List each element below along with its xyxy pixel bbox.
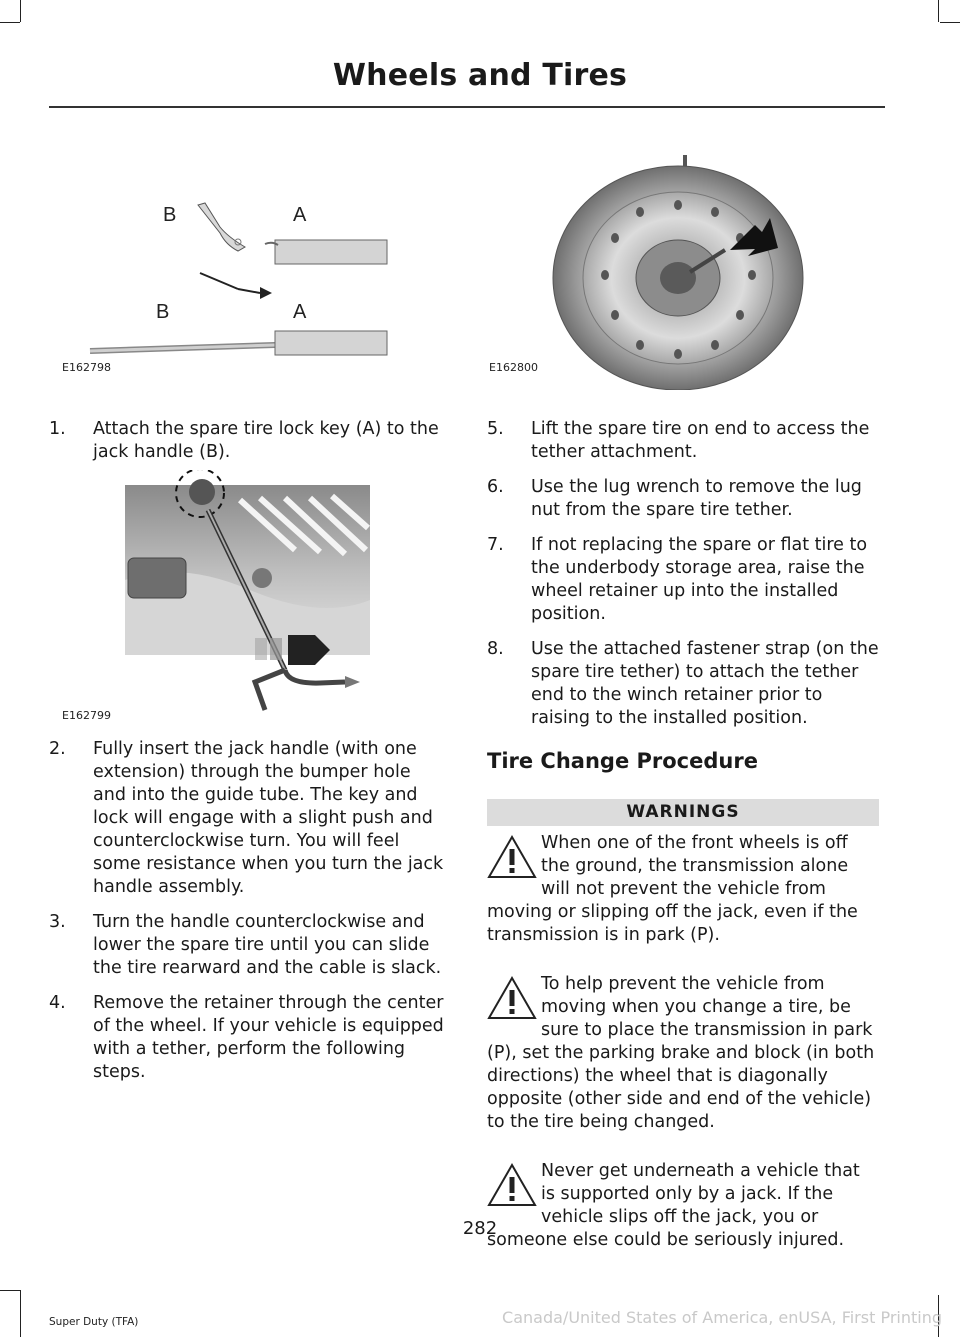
figure-spare-tire	[540, 150, 810, 390]
step-number: 3.	[49, 912, 66, 932]
figure-code: E162800	[489, 361, 538, 374]
step-text: If not replacing the spare or flat tire to the underbody storage area, raise the wheel retainer up into the installed position.	[531, 535, 868, 624]
warning-triangle-icon	[487, 834, 537, 880]
label-b-bottom: B	[156, 301, 170, 323]
warning-text: Never get underneath a vehicle that is supported only by a jack. If the vehicle slips off the jack, you or someone else could be seriously injured.	[487, 1161, 860, 1250]
page-title: Wheels and Tires	[332, 58, 628, 93]
label-a-top: A	[293, 204, 307, 226]
warning-triangle-icon	[487, 1162, 537, 1208]
step-number: 6.	[487, 477, 504, 497]
step-text: Fully insert the jack handle (with one extension) through the bumper hole and into the guide tube. The key and lock will engage with a slight push and counterclockwise turn. You will feel some resistance when you turn the jack handle assembly.	[93, 739, 444, 897]
step-number: 1.	[49, 419, 66, 439]
step-item	[487, 476, 879, 522]
step-item	[49, 992, 449, 1084]
label-a-bottom: A	[293, 301, 307, 323]
step-number: 5.	[487, 419, 504, 439]
step-item	[487, 534, 879, 626]
step-text: Remove the retainer through the center of the wheel. If your vehicle is equipped with a tether, perform the following steps.	[93, 993, 444, 1082]
figure-handle-insert	[120, 470, 380, 720]
step-item	[487, 638, 879, 730]
warning-text: To help prevent the vehicle from moving when you change a tire, be sure to place the transmission in park (P), set the parking brake and block (in both directions) the wheel that is diagonally opposite (other side and end of the vehicle) to the tire being changed.	[487, 974, 875, 1132]
figure-code: E162798	[62, 361, 111, 374]
step-text: Lift the spare tire on end to access the tether attachment.	[531, 419, 870, 462]
step-number: 8.	[487, 639, 504, 659]
left-column-steps-1	[49, 418, 449, 476]
crop-mark	[0, 22, 20, 23]
step-number: 7.	[487, 535, 504, 555]
footer-edition: Canada/United States of America, enUSA, First Printing	[502, 1308, 942, 1327]
label-b-top: B	[163, 204, 177, 226]
header-divider	[49, 106, 885, 108]
crop-mark	[0, 1290, 20, 1291]
footer-model: Super Duty (TFA)	[49, 1316, 139, 1328]
step-text: Turn the handle counterclockwise and lower the spare tire until you can slide the tire rearward and the cable is slack.	[93, 912, 442, 978]
warning-item	[487, 832, 879, 947]
section-title: Tire Change Procedure	[487, 749, 758, 773]
warning-text: When one of the front wheels is off the ground, the transmission alone will not prevent the vehicle from moving or slipping off the jack, even if the transmission is in park (P).	[487, 833, 858, 945]
right-column	[487, 418, 879, 1278]
crop-mark	[940, 22, 960, 23]
step-text: Use the attached fastener strap (on the spare tire tether) to attach the tether end to the winch retainer prior to raising to the installed position.	[531, 639, 879, 728]
warning-triangle-icon	[487, 975, 537, 1021]
step-number: 4.	[49, 993, 66, 1013]
step-item	[49, 911, 449, 980]
crop-mark	[938, 0, 939, 22]
figure-code: E162799	[62, 709, 111, 722]
left-column-steps-2	[49, 738, 449, 1096]
step-text: Use the lug wrench to remove the lug nut from the spare tire tether.	[531, 477, 862, 520]
crop-mark	[20, 1290, 21, 1337]
step-item	[487, 418, 879, 464]
page-number: 282	[462, 1218, 498, 1239]
step-text: Attach the spare tire lock key (A) to the jack handle (B).	[93, 419, 439, 462]
figure-key-handle	[60, 185, 400, 375]
warning-item	[487, 973, 879, 1134]
crop-mark	[20, 0, 21, 22]
step-item	[49, 418, 449, 464]
step-item	[49, 738, 449, 899]
step-number: 2.	[49, 739, 66, 759]
warnings-heading: WARNINGS	[487, 799, 879, 826]
